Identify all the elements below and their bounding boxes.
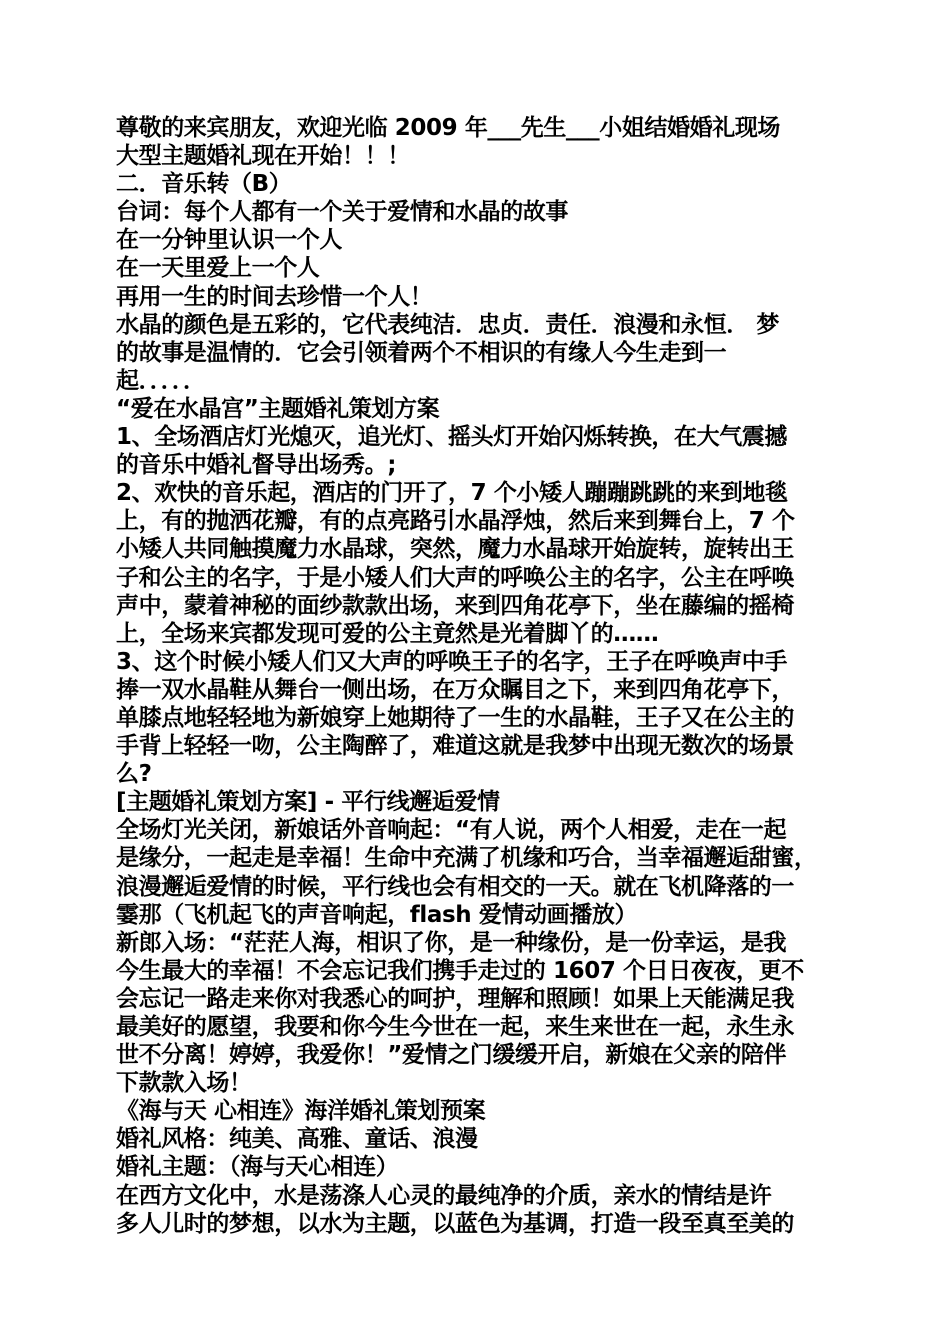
text-line: 的故事是温情的．它会引领着两个不相识的有缘人今生走到一 xyxy=(116,339,727,366)
text-line: 在一分钟里认识一个人 xyxy=(116,227,343,254)
text-line: 台词：每个人都有一个关于爱情和水晶的故事 xyxy=(116,199,569,226)
text-line: 起．．．．． xyxy=(116,367,206,394)
section-heading: 《海与天 心相连》海洋婚礼策划预案 xyxy=(116,1098,486,1125)
text-line: 子和公主的名字，于是小矮人们大声的呼唤公主的名字，公主在呼唤 xyxy=(116,564,795,591)
text-line: 2、欢快的音乐起，酒店的门开了，7 个小矮人蹦蹦跳跳的来到地毯 xyxy=(116,480,788,507)
text-line: 的音乐中婚礼督导出场秀。; xyxy=(116,452,396,479)
text-line: 上，全场来宾都发现可爱的公主竟然是光着脚丫的…… xyxy=(116,620,659,647)
text-line: 今生最大的幸福！不会忘记我们携手走过的 1607 个日日夜夜，更不 xyxy=(116,957,804,984)
section-heading: [主题婚礼策划方案] - 平行线邂逅爱情 xyxy=(116,789,500,816)
text-line: 多人儿时的梦想，以水为主题，以蓝色为基调，打造一段至真至美的 xyxy=(116,1210,795,1237)
text-line: 么? xyxy=(116,761,152,788)
text-line: 1、全场酒店灯光熄灭，追光灯、摇头灯开始闪烁转换，在大气震撼 xyxy=(116,424,788,451)
section-heading: 二．音乐转（B） xyxy=(116,171,292,198)
text-line: 尊敬的来宾朋友，欢迎光临 2009 年___先生___小姐结婚婚礼现场 xyxy=(116,115,781,141)
text-line: 手背上轻轻一吻，公主陶醉了，难道这就是我梦中出现无数次的场景 xyxy=(116,733,795,760)
text-line: 在一天里爱上一个人 xyxy=(116,255,320,282)
text-line: 小矮人共同触摸魔力水晶球，突然，魔力水晶球开始旋转，旋转出王 xyxy=(116,536,795,563)
text-line: 婚礼风格：纯美、高雅、童话、浪漫 xyxy=(116,1126,478,1153)
text-line: 声中，蒙着神秘的面纱款款出场，来到四角花亭下，坐在藤编的摇椅 xyxy=(116,592,795,619)
text-line: 下款款入场！ xyxy=(116,1070,252,1097)
text-line: 世不分离！婷婷，我爱你！”爱情之门缓缓开启，新娘在父亲的陪伴 xyxy=(116,1042,787,1069)
text-line: 单膝点地轻轻地为新娘穿上她期待了一生的水晶鞋，王子又在公主的 xyxy=(116,704,795,731)
document-body xyxy=(116,114,846,1238)
text-line: 再用一生的时间去珍惜一个人！ xyxy=(116,283,433,310)
text-line: 在西方文化中，水是荡涤人心灵的最纯净的介质，亲水的情结是许 xyxy=(116,1182,772,1209)
text-line: 婚礼主题：（海与天心相连） xyxy=(116,1154,399,1181)
text-line: 大型主题婚礼现在开始！！！ xyxy=(116,143,410,170)
text-line: 浪漫邂逅爱情的时候，平行线也会有相交的一天。就在飞机降落的一 xyxy=(116,873,795,900)
text-line: 最美好的愿望，我要和你今生今世在一起，来生来世在一起，永生永 xyxy=(116,1014,795,1040)
text-line: 捧一双水晶鞋从舞台一侧出场，在万众瞩目之下，来到四角花亭下， xyxy=(116,676,795,703)
text-line: 新郎入场：“茫茫人海，相识了你，是一种缘份，是一份幸运，是我 xyxy=(116,929,787,956)
text-line: 3、这个时候小矮人们又大声的呼唤王子的名字，王子在呼唤声中手 xyxy=(116,648,788,675)
text-line: 霎那（飞机起飞的声音响起，flash 爱情动画播放） xyxy=(116,901,638,928)
text-line: 全场灯光关闭，新娘话外音响起：“有人说，两个人相爱，走在一起 xyxy=(116,817,787,844)
section-heading: “爱在水晶宫”主题婚礼策划方案 xyxy=(116,395,440,422)
text-line: 上，有的抛洒花瓣，有的点亮路引水晶浮烛，然后来到舞台上，7 个 xyxy=(116,508,795,535)
text-line: 水晶的颜色是五彩的，它代表纯洁．忠贞．责任．浪漫和永恒． 梦 xyxy=(116,311,780,338)
text-line: 是缘分，一起走是幸福！生命中充满了机缘和巧合，当幸福邂逅甜蜜， xyxy=(116,845,817,872)
text-line: 会忘记一路走来你对我悉心的呵护，理解和照顾！如果上天能满足我 xyxy=(116,985,795,1012)
